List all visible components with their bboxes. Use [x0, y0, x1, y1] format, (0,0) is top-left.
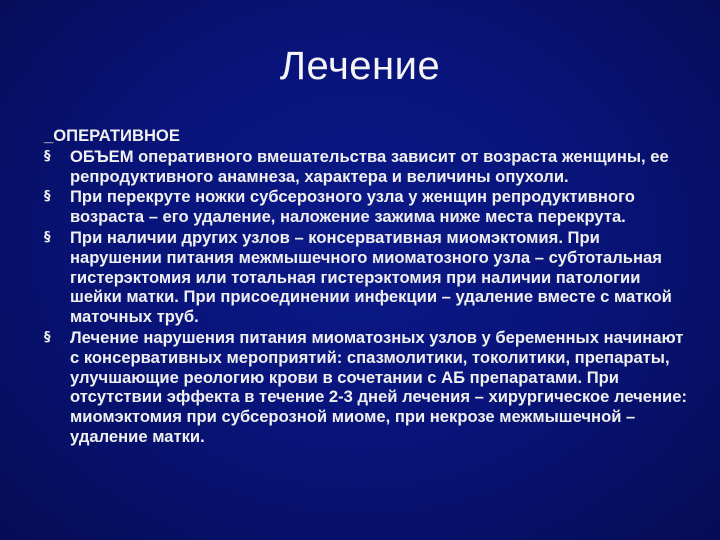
bullet-item [44, 328, 694, 447]
bullet-item [44, 147, 694, 187]
bullet-item [44, 228, 694, 327]
slide-title: Лечение [279, 44, 441, 88]
bullet-marker-icon: § [44, 189, 51, 205]
bullet-item [44, 187, 694, 227]
bullet-marker-icon: § [44, 329, 51, 345]
bullet-marker-icon: § [44, 229, 51, 245]
bullet-text: При наличии других узлов – консервативная миомэктомия. При нарушении питания межмышечного миоматозного узла – субтотальная гистерэктомия или тотальная гистерэктомия при наличии патологии шейки матки. При присоединении инфекции – удаление вместе с маткой маточных труб. [70, 227, 672, 327]
bullet-list [44, 147, 694, 447]
slide-content [44, 126, 694, 448]
bullet-text: При перекруте ножки субсерозного узла у женщин репродуктивного возраста – его удаление, наложение зажима ниже места перекрута. [70, 187, 635, 227]
bullet-marker-icon: § [44, 148, 51, 164]
bullet-text: Лечение нарушения питания миоматозных узлов у беременных начинают с консервативных мероприятий: спазмолитики, токолитики, препараты, улучшающие реологию крови в сочетании с АБ препаратами. При отсутствии эффекта в течение 2-3 дней лечения – хирургическое лечение: миомэктомия при субсерозной миоме, при некрозе межмышечной – удаление матки. [70, 327, 687, 446]
bullet-text: ОБЪЕМ оперативного вмешательства зависит от возраста женщины, ее репродуктивного анамнеза, характера и величины опухоли. [70, 146, 669, 186]
section-heading: _ОПЕРАТИВНОЕ [44, 126, 180, 145]
